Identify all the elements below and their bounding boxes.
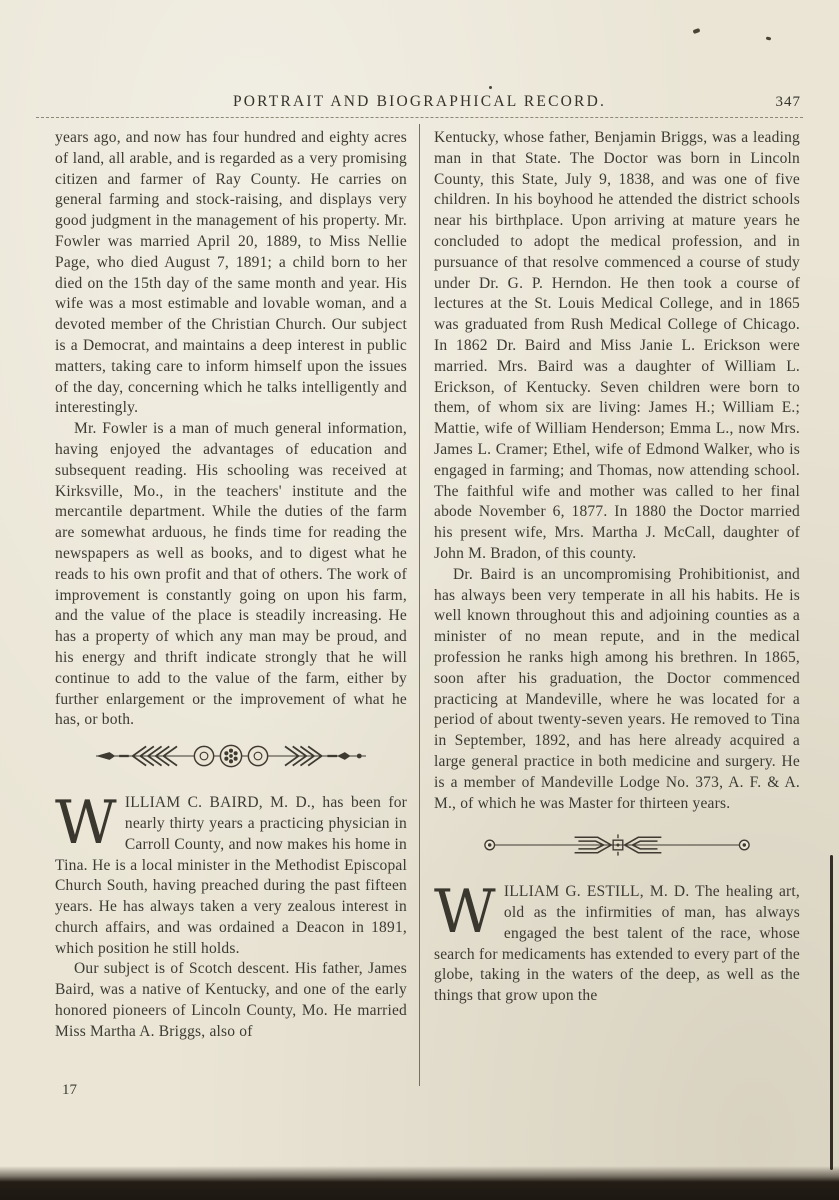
left-column — [55, 128, 407, 1043]
paragraph-baird-opening — [55, 788, 407, 959]
signature-mark: 17 — [62, 1082, 77, 1098]
estill-opening-text: ILLIAM G. ESTILL, M. D. The healing art, old as the infirmities of man, has always engaged the best talent of the race, whose search for medicaments has extended to every part of the globe, taking in the waters of the deep, as well as the things that grow upon the — [434, 883, 800, 1005]
column-divider — [419, 124, 420, 1086]
paragraph-fowler-1: years ago, and now has four hundred and eighty acres of land, all arable, and is regarded as a very promising citizen and farmer of Ray County. He carries on general farming and stock-raising, and displays very good judgment in the management of his property. Mr. Fowler was married April 20, 1889, to Miss Nellie Page, who died August 7, 1891; a child born to her died on the 15th day of the same month and year. His wife was a most estimable and lovable woman, and a devoted member of the Christian Church. Our subject is a Democrat, and maintains a deep interest in public matters, taking care to inform himself upon the issues of the day, concerning which he talks intelligently and interestingly. — [55, 129, 407, 417]
scroll-bracket-ornament-icon — [482, 832, 752, 858]
arrow-medallion-ornament-icon — [96, 741, 366, 771]
scan-edge-bottom — [0, 1166, 839, 1200]
scan-speck — [489, 86, 492, 89]
scan-speck — [693, 28, 701, 34]
running-title: PORTRAIT AND BIOGRAPHICAL RECORD. — [232, 93, 607, 110]
scan-speck — [766, 36, 772, 40]
paragraph-estill-opening — [434, 877, 800, 1007]
page-number: 347 — [775, 94, 801, 110]
drop-cap-w: W — [434, 877, 496, 948]
scan-edge-right — [830, 855, 833, 1170]
drop-cap-w: W — [55, 788, 117, 859]
paragraph-baird-4: Dr. Baird is an uncompromising Prohibitionist, and has always been very temperate in all his habits. He is well known throughout this and adjoining counties as a minister of no mean repute, and in the medical profession he ranks high among his brethren. In 1865, soon after his graduation, the Doctor commenced practicing at Mandeville, where he was located for a period of about twenty-seven years. He removed to Tina in September, 1892, and has here already acquired a large general practice in both medicine and surgery. He is a member of Mandeville Lodge No. 373, A. F. & A. M., of which he was Master for thirteen years. — [434, 565, 800, 812]
baird-opening-text: ILLIAM C. BAIRD, M. D., has been for nearly thirty years a practicing physician in Carroll County, and now makes his home in Tina. He is a local minister in the Methodist Episcopal Church South, having preached during the past fifteen years. He has always taken a very zealous interest in church affairs, and was ordained a Deacon in 1891, which position he still holds. — [55, 794, 407, 957]
right-column — [434, 128, 800, 1007]
paragraph-baird-2: Our subject is of Scotch descent. His father, James Baird, was a native of Kentucky, and one of the early honored pioneers of Lincoln County, Mo. He married Miss Martha A. Briggs, also of — [55, 960, 407, 1040]
ornament-divider-2 — [434, 832, 800, 858]
paragraph-baird-continuation: Kentucky, whose father, Benjamin Briggs, was a leading man in that State. The Doctor was born in Lincoln County, this State, July 9, 1838, and was one of five children. In his boyhood he attended the district schools near his birthplace. Upon arriving at mature years he concluded to adopt the medical profession, and in pursuance of that resolve commenced a course of study under Dr. G. P. Herndon. He then took a course of lectures at the St. Louis Medical College, and in 1865 was graduated from Rush Medical College of Chicago. In 1862 Dr. Baird and Miss Janie L. Erickson were married. Mrs. Baird was a daughter of William L. Erickson, of Kentucky. Seven children were born to them, of whom six are living: James H.; William E.; Mattie, wife of William Henderson; Emma L., now Mrs. James L. Cramer; Ethel, wife of Edmond Walker, who is engaged in farming; and Thomas, now attending school. The faithful wife and mother was called to her final abode November 6, 1877. In 1880 the Doctor married his present wife, Mrs. Martha J. McCall, daughter of John M. Bradon, of this county. — [434, 129, 800, 562]
ornament-divider-1 — [55, 741, 407, 771]
paragraph-fowler-2: Mr. Fowler is a man of much general information, having enjoyed the advantages of education and subsequent reading. His schooling was received at Kirksville, Mo., in the teachers' institute and the mercantile department. While the duties of the farm are somewhat arduous, he finds time for reading the newspapers as well as books, and to digest what he reads to his own profit and that of others. The work of improvement is constantly going on upon his farm, and the value of the place is steadily increasing. He has a property of which any man may be proud, and his energy and thrift indicate strongly that he will continue to add to the value of the farm, either by further enlargement or the improvement of what he has, or both. — [55, 420, 407, 729]
header-rule — [36, 117, 803, 118]
